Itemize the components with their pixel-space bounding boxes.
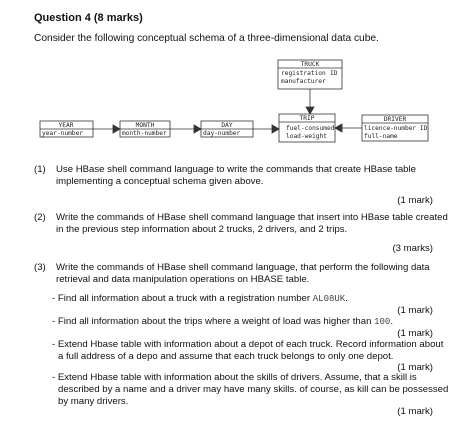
item-3-number: (3) bbox=[34, 262, 46, 273]
day-attr: day-number bbox=[203, 130, 241, 137]
driver-attr-licence: licence-number ID bbox=[364, 125, 428, 132]
item-1-text bbox=[56, 164, 416, 188]
registration-code: AL08UK bbox=[312, 294, 346, 304]
item-1-line-1: Use HBase shell command language to write the commands that create HBase table bbox=[56, 164, 416, 175]
item-2-line-1: Write the commands of HBase shell command language that insert into HBase table created bbox=[56, 212, 448, 223]
subitem-trip-query: - Find all information about the trips where a weight of load was higher than 100. bbox=[52, 316, 393, 327]
trip-attr-fuel: fuel-consumed bbox=[286, 125, 335, 132]
truck-attr-registration-id: ID bbox=[330, 70, 338, 77]
subitem-truck-query-marks: (1 mark) bbox=[397, 305, 433, 316]
load-threshold-code: 100 bbox=[374, 317, 391, 327]
month-day-arrow bbox=[194, 125, 201, 133]
truck-trip-arrow bbox=[306, 107, 314, 114]
subitem-depot-line-2: a full address of a depo and assume that each truck belongs to only one depot. bbox=[58, 351, 394, 363]
item-2-text bbox=[56, 212, 448, 236]
driver-trip-arrow bbox=[335, 124, 342, 132]
driver-attr-fullname: full-name bbox=[364, 133, 398, 140]
item-3-line-2: retrieval and data manipulation operations on HBASE table. bbox=[56, 274, 310, 286]
year-attr: year-number bbox=[42, 130, 83, 137]
trip-attr-load: load-weight bbox=[286, 133, 327, 140]
item-1-marks: (1 mark) bbox=[397, 195, 433, 206]
item-3-text bbox=[56, 262, 430, 286]
subitem-depot-marks: (1 mark) bbox=[397, 362, 433, 373]
item-2-line-2: in the previous step information about 2 trucks, 2 drivers, and 2 trips. bbox=[56, 224, 348, 236]
question-title: Question 4 (8 marks) bbox=[34, 12, 143, 24]
truck-attr-manufacturer: manufacturer bbox=[281, 78, 326, 85]
day-name: DAY bbox=[221, 122, 233, 129]
year-month-arrow bbox=[113, 125, 120, 133]
item-1-number: (1) bbox=[34, 164, 46, 175]
question-intro: Consider the following conceptual schema of a three-dimensional data cube. bbox=[34, 33, 379, 44]
day-trip-arrow bbox=[272, 125, 279, 133]
subitem-depot-extension bbox=[52, 339, 443, 363]
subitem-skills-line-1: - Extend Hbase table with information about the skills of drivers. Assume, that a skill is bbox=[52, 372, 417, 383]
item-2-marks: (3 marks) bbox=[392, 243, 433, 254]
subitem-skills-marks: (1 mark) bbox=[397, 406, 433, 417]
truck-name: TRUCK bbox=[300, 61, 320, 68]
subitem-skills-line-3: by many drivers. bbox=[58, 396, 129, 408]
subitem-trip-query-marks: (1 mark) bbox=[397, 328, 433, 339]
driver-name: DRIVER bbox=[383, 116, 407, 123]
subitem-skills-line-2: described by a name and a driver may have many skills. of course, as kill can be possessed bbox=[58, 384, 449, 396]
subitem-truck-query: - Find all information about a truck with a registration number AL08UK. bbox=[52, 293, 348, 304]
subitem-depot-line-1: - Extend Hbase table with information about a depot of each truck. Record information about bbox=[52, 339, 444, 350]
month-attr: month-number bbox=[122, 130, 167, 137]
year-name: YEAR bbox=[58, 122, 74, 129]
truck-attr-registration: registration bbox=[281, 70, 326, 77]
item-1-line-2: implementing a conceptual schema given above. bbox=[56, 176, 264, 188]
item-2-number: (2) bbox=[34, 212, 46, 223]
month-name: MONTH bbox=[135, 122, 155, 129]
item-3-line-1: Write the commands of HBase shell command language, that perform the following data bbox=[56, 262, 430, 273]
trip-name: TRIP bbox=[299, 115, 315, 122]
subitem-skills-extension bbox=[52, 372, 448, 409]
